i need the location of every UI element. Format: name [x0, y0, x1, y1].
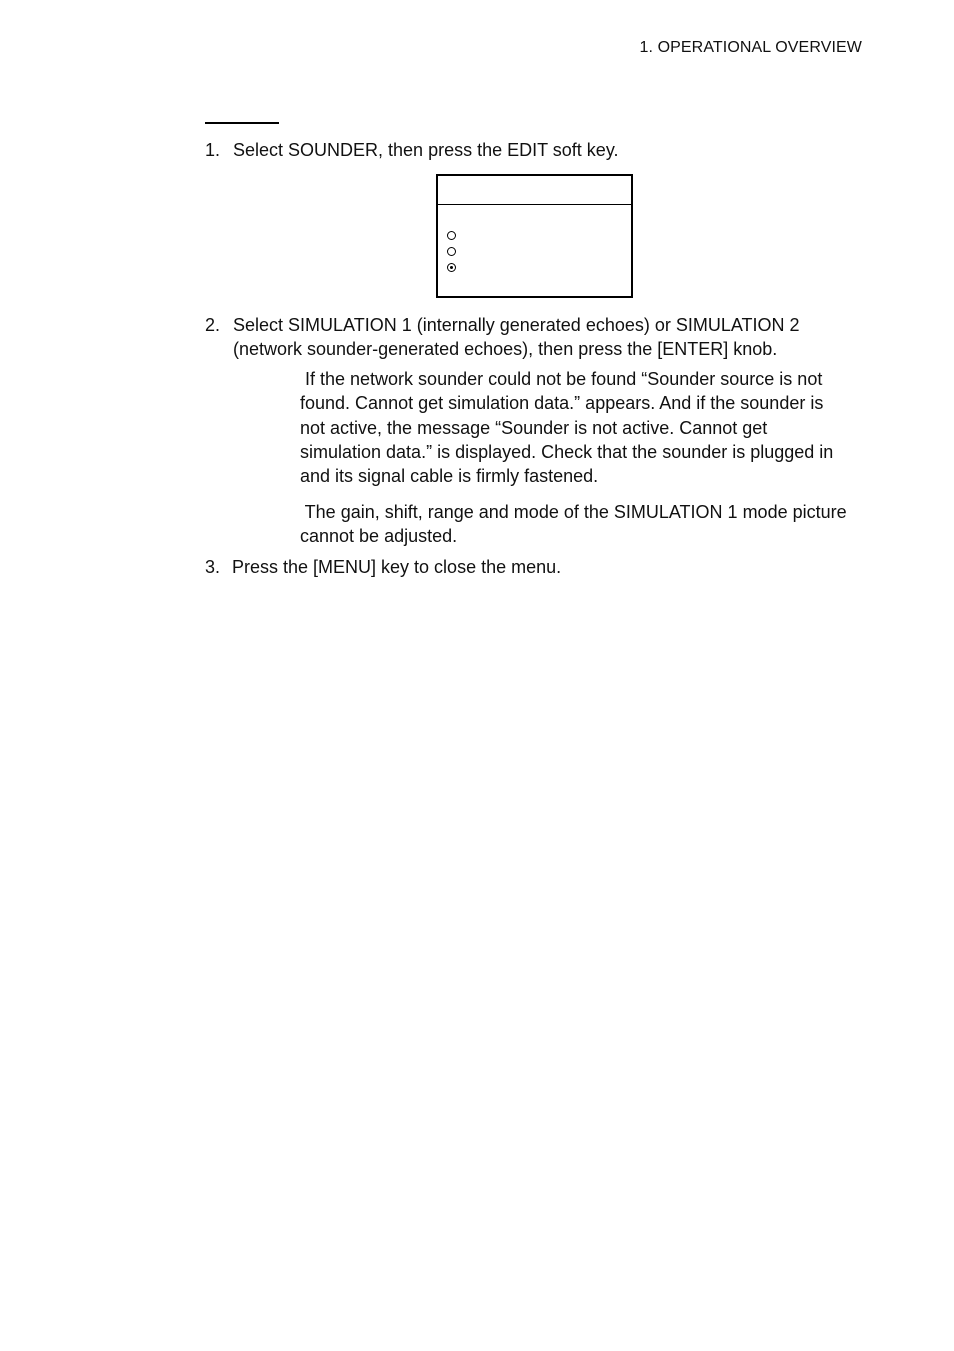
step-2-line-1: Select SIMULATION 1 (internally generated echoes) or SIMULATION 2 — [233, 315, 800, 335]
step-1-number: 1. — [205, 140, 221, 160]
note-1-line-4: simulation data.” is displayed. Check that the sounder is plugged in — [300, 441, 834, 462]
note-2-line-1: The gain, shift, range and mode of the SIMULATION 1 mode picture — [300, 502, 847, 522]
running-header: 1. OPERATIONAL OVERVIEW — [639, 39, 862, 56]
note-1-line-1: If the network sounder could not be found “Sounder source is not — [300, 369, 823, 389]
menu-title-bar — [438, 176, 631, 205]
procedure-heading-rule — [205, 122, 279, 124]
note-simulation-1-settings — [300, 500, 865, 549]
step-3-number: 3. — [205, 557, 221, 577]
note-2-line-2: cannot be adjusted. — [300, 526, 458, 547]
sounder-menu-illustration — [436, 174, 633, 298]
step-3-text: Press the [MENU] key to close the menu. — [232, 557, 562, 577]
radio-option-2-icon — [447, 247, 456, 256]
radio-option-1-icon — [447, 231, 456, 240]
note-1-line-3: not active, the message “Sounder is not active. Cannot get — [300, 417, 768, 438]
step-2-number: 2. — [205, 315, 221, 335]
radio-option-3-selected-icon — [447, 263, 456, 272]
step-2-text — [233, 313, 800, 361]
note-1-line-2: found. Cannot get simulation data.” appears. And if the sounder is — [300, 393, 824, 414]
note-1-line-5: and its signal cable is firmly fastened. — [300, 466, 599, 487]
step-2-line-2: (network sounder-generated echoes), then press the [ENTER] knob. — [233, 339, 778, 359]
note-sounder-not-found — [300, 367, 865, 488]
step-1-text: Select SOUNDER, then press the EDIT soft key. — [233, 140, 619, 160]
